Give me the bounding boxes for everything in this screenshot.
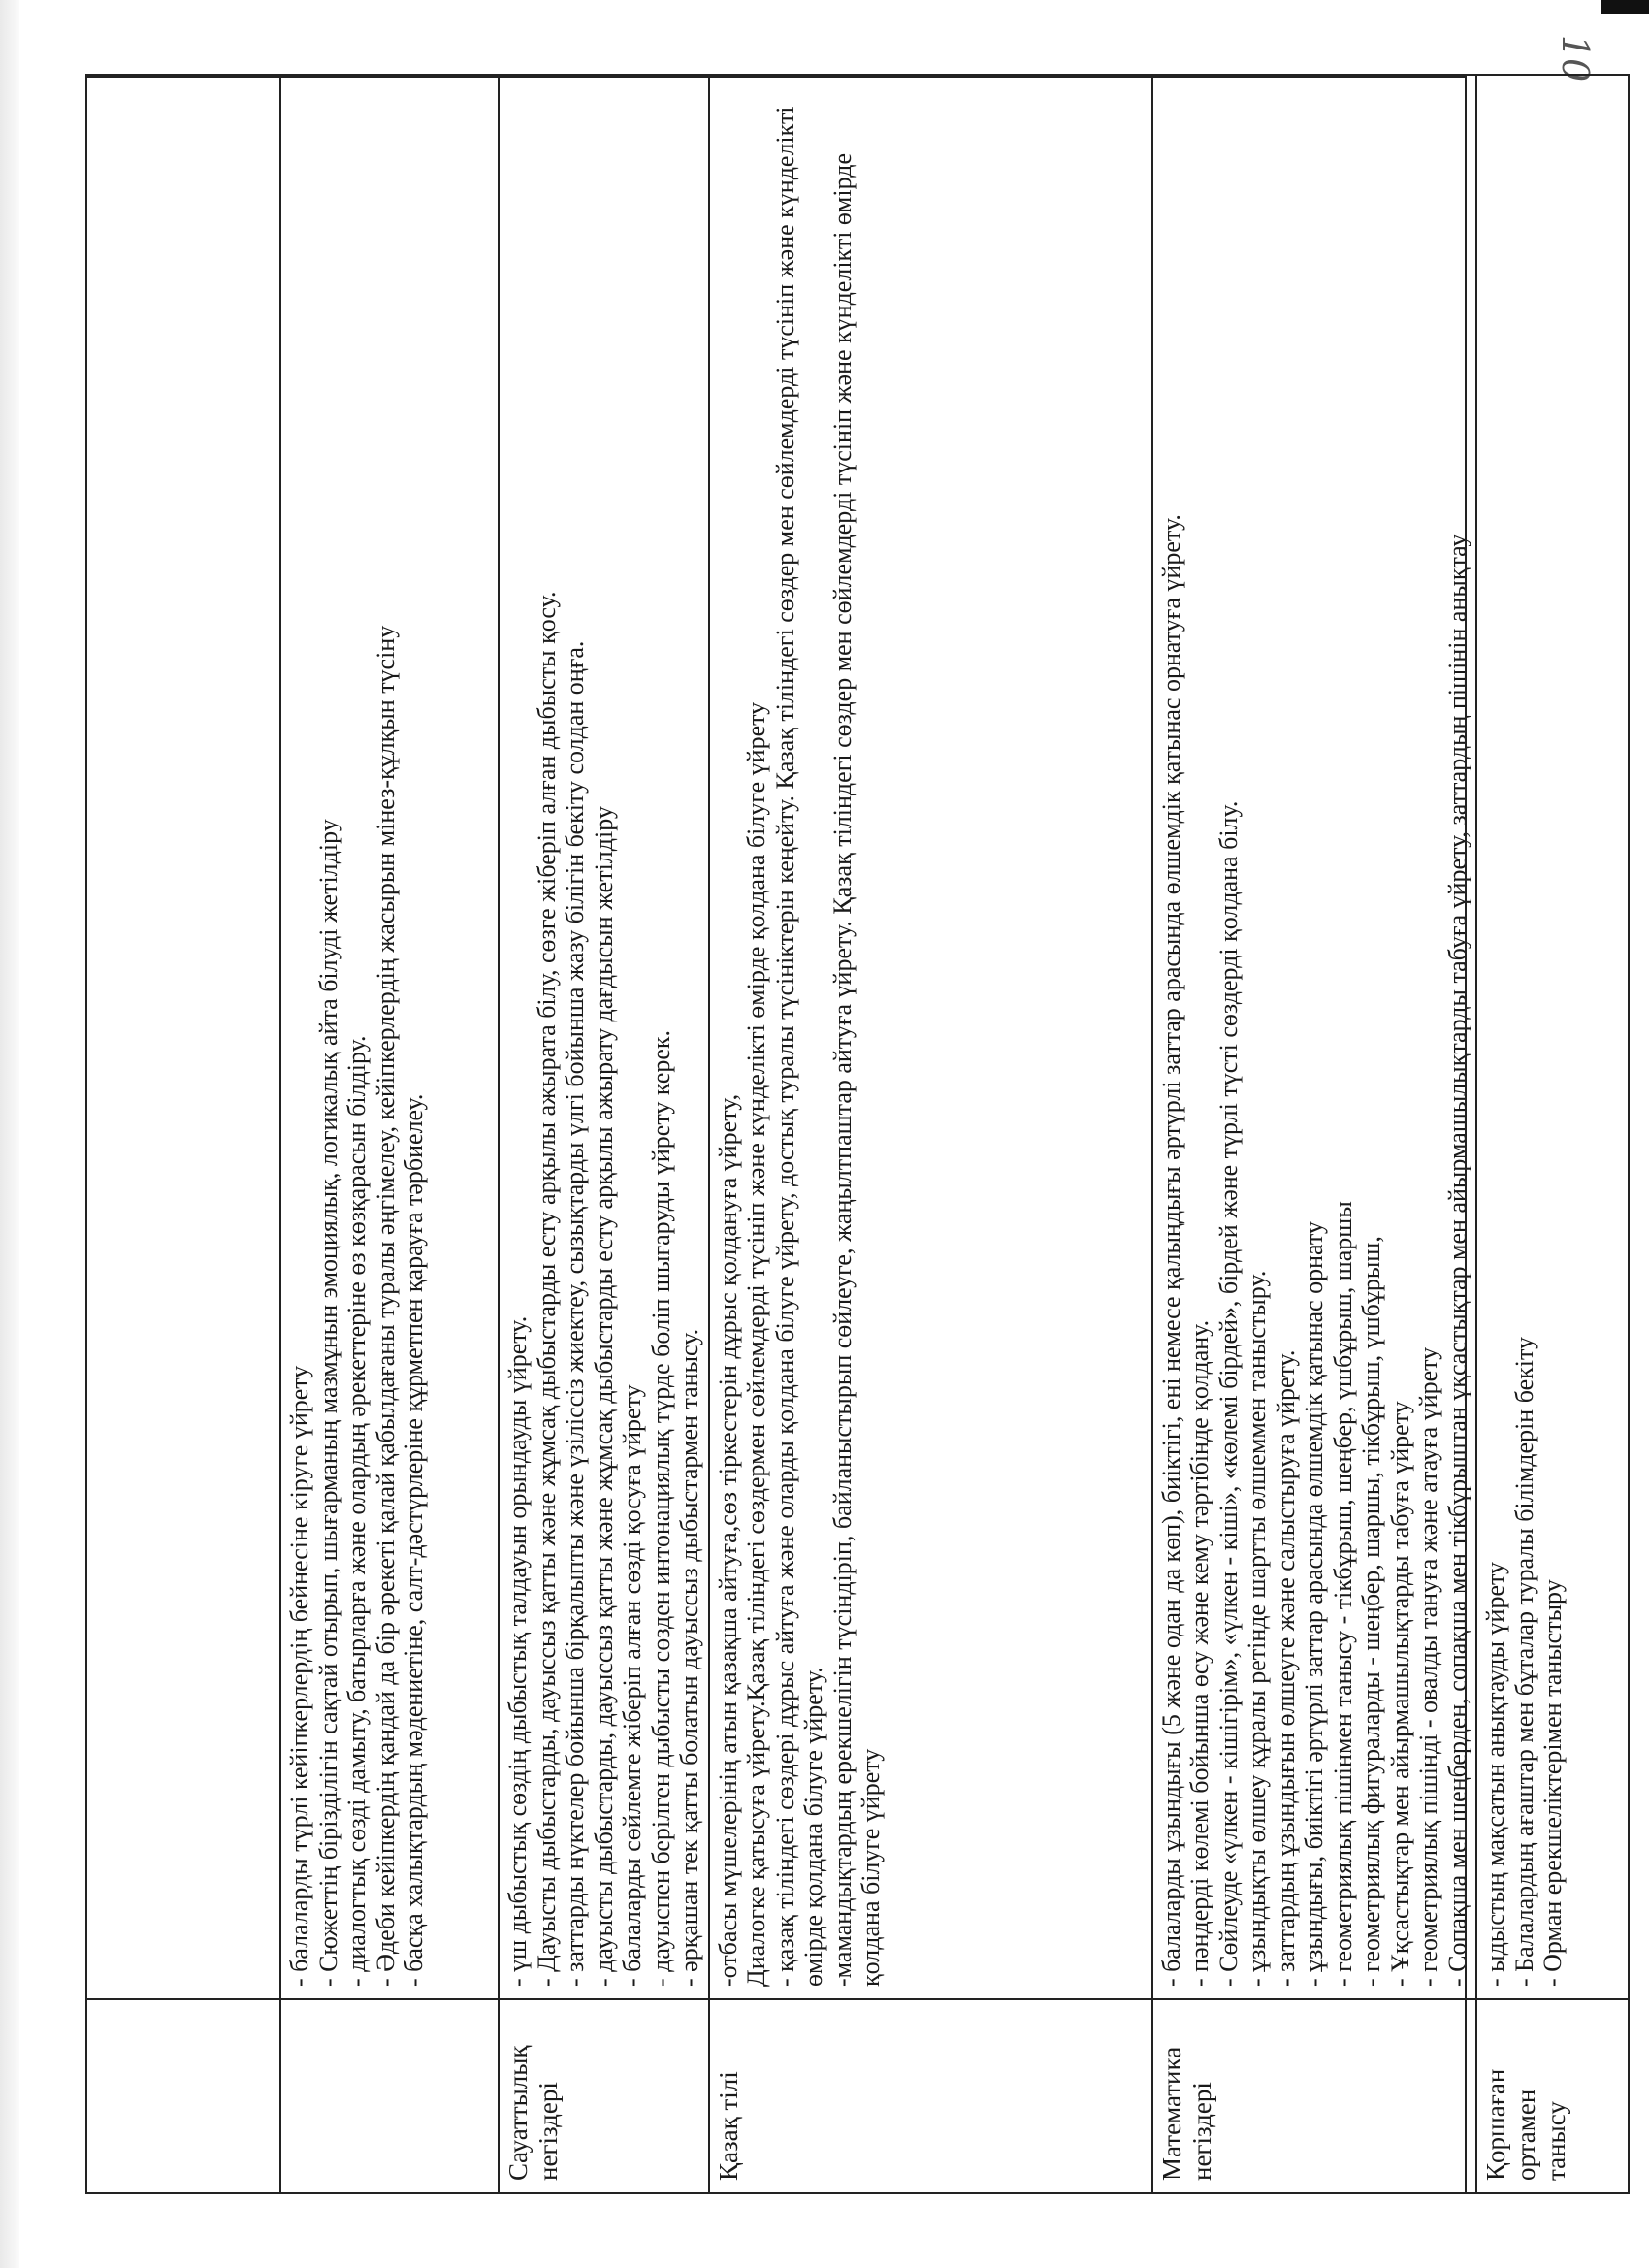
goal-line: - Орман ерекшеліктерімен таныстыру (1538, 1579, 1567, 1987)
goal-line: - балаларды сөйлемге жіберіп алған сөзді қосуға үйрету (618, 1384, 646, 1987)
table-frame (85, 76, 1467, 2194)
goal-line: - ыдыстың мақсатын анықтауды үйрету (1481, 1561, 1509, 1987)
table-row (1476, 75, 1629, 2193)
goals-cell (1476, 75, 1629, 1999)
area-cell: Математика негіздері (1152, 1999, 1477, 2193)
area-cell: Сауаттылық негіздері (499, 1999, 709, 2193)
goal-line: - Ұқсастықтар мен айырмашылықтарды табуға үйрету (1385, 1401, 1414, 1987)
goal-line: - ұзындығы, биіктігі әртүрлі заттар арасында өлшемдік қатынас орнату (1300, 1221, 1328, 1987)
goal-line: - Әдеби кейіпкердің қандай да бір әрекеті қалай қабылдағаны туралы әңгімелеу, кейіпкерлердің жасырын мінез-құлқын түсіну (371, 625, 400, 1987)
goal-line: - геометриялық фигураларды - шеңбер, шаршы, тікбұрыш, үшбұрыш, (1357, 1236, 1385, 1987)
goal-line: - әрқашан тек қатты болатын дауыссыз дыбыстармен танысу. (675, 1328, 703, 1987)
goal-line: - басқа халықтардың мәдениетіне, салт-дәстүрлеріне құрметпен қарауға тәрбиелеу. (400, 1093, 428, 1987)
goal-line: - Сопақша мен шеңберден, сопақша мен тікбұрыштан ұқсастықтар мен айырмашылықтарды табуға үйрету, заттардың пішінін анықтау (1442, 534, 1471, 1987)
page-number: 10 (1553, 34, 1597, 82)
goal-line: - пәндерді көлемі бойынша өсу және кему тәртібінде қолдану. (1185, 1319, 1213, 1987)
goal-line: - балаларды түрлі кейіпкерлердің бейнесіне кіруге үйрету (285, 1365, 313, 1987)
goal-line: - Балалардың ағаштар мен бұталар туралы білімдерін бекіту (1509, 1336, 1538, 1987)
goal-line: - дауысты дыбыстарды, дауыссыз қатты және жұмсақ дыбыстарды есту арқылы ажырату дағдысын жетілдіру (589, 806, 618, 1987)
goal-line: - Сюжеттің бірізділігін сақтай отырып, шығарманың мазмұнын эмоциялық, логикалық айта білуді жетілдіру (313, 819, 342, 1987)
goal-line: -мамандықтардың ерекшелігін түсіндіріп, байланыстырып сөйлеуге, жаңылтпаштар айтуға үйрету. Қазақ тіліндегі сөздер мен сөйлемдерді түсініп және күнделікті өмірде қолдана білуге үйрету (827, 152, 885, 1987)
scan-corner (1600, 0, 1649, 14)
area-cell: Қоршаған ортамен танысу (1476, 1999, 1629, 2193)
goal-line: - балаларды ұзындығы (5 және одан да көп), биіктігі, ені немесе қалыңдығы әртүрлі заттар арасында өлшемдік қатынас орнатуға үйрету. (1156, 514, 1185, 1987)
goal-line: - қазақ тіліндегі сөздері дұрыс айтуға және оларды қолдана білуге үйрету, достық туралы түсініктерін кеңейту. Қазақ тіліндегі сөздер мен сөйлемдерді түсініп және күнделікті өмірде қолдана білуге үйрету. (770, 106, 827, 1987)
goal-line: - заттардың ұзындығын өлшеуге және салыстыруға үйрету. (1271, 1349, 1300, 1987)
goal-line: - ұзындықты өлшеу құралы ретінде шартты өлшеммен таныстыру. (1243, 1270, 1271, 1987)
goal-line: - геометриялық пішінді - овалды тануға және атауға үйрету (1414, 1346, 1442, 1987)
goal-line: -отбасы мүшелерінің атын қазақша айтуға,сөз тіркестерін дұрыс қолдануға үйрету, (713, 1093, 742, 1987)
scan-edge (0, 0, 19, 2268)
goal-line: - дауыспен берілген дыбысты сөзден интонациялық түрде бөліп шығаруды үйрету керек. (646, 1029, 675, 1987)
area-cell: Қазақ тілі (709, 1999, 1152, 2193)
goal-line: - үш дыбыстық сөздің дыбыстық талдауын орындауды үйрету. (503, 1315, 532, 1987)
goal-line: - геометриялық пішінмен танысу - тікбұрыш, шеңбер, үшбұрыш, шаршы (1328, 1201, 1357, 1987)
goal-line: - Сөйлеуде «үлкен - кішігірім», «үлкен - кіші», «көлемі бірдей», бірдей және түрлі түсті сөздерді қолдана білу. (1213, 800, 1243, 1987)
goal-line: - заттарды нүктелер бойынша бірқалыпты және үзіліссіз жиектеу, сызықтарды үлгі бойынша жазу білігін бекіту солдан оңға. (561, 640, 589, 1987)
goal-line: - диалогтық сөзді дамыту, батырларға және олардың әрекеттеріне өз көзқарасын білдіру. (342, 1035, 371, 1987)
goal-line: - Дауысты дыбыстарды, дауыссыз қатты және жұмсақ дыбыстарды есту арқылы ажырата білу, сөзге жіберіп алған дыбысты қосу. (532, 591, 561, 1987)
goal-line: Диалогке қатысуға үйрету.Қазақ тіліндегі сөздермен сөйлемдерді түсініп және күнделікті өмірде қолдана білуге үйрету (742, 701, 770, 1987)
